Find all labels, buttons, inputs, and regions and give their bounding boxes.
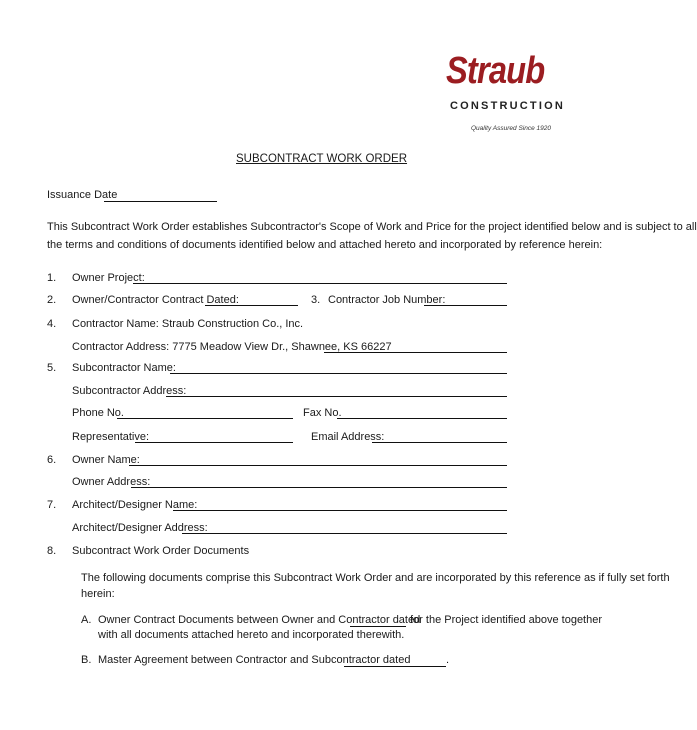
owner-address-label: Owner Address: bbox=[72, 476, 151, 488]
item-number: 1. bbox=[47, 272, 57, 284]
owner-project-field[interactable] bbox=[133, 283, 507, 284]
email-label: Email Address: bbox=[311, 431, 385, 443]
document-a-date-field[interactable] bbox=[350, 626, 406, 627]
phone-field[interactable] bbox=[117, 418, 293, 419]
phone-label: Phone No. bbox=[72, 407, 124, 419]
company-logo: Straub bbox=[446, 50, 545, 92]
intro-paragraph-line-2: the terms and conditions of documents identified below and attached hereto and incorporated by reference herein: bbox=[47, 239, 603, 251]
document-b-text: Master Agreement between Contractor and Subcontractor dated bbox=[98, 654, 411, 666]
representative-field[interactable] bbox=[135, 442, 293, 443]
subcontractor-name-label: Subcontractor Name: bbox=[72, 362, 176, 374]
item-number: 7. bbox=[47, 499, 57, 511]
company-logo-subtitle: CONSTRUCTION bbox=[450, 100, 566, 112]
item-number: 3. bbox=[311, 294, 321, 306]
document-a-text-line-2: with all documents attached hereto and incorporated therewith. bbox=[98, 629, 405, 641]
item-number: 8. bbox=[47, 545, 57, 557]
item-number: 4. bbox=[47, 318, 57, 330]
company-tagline: Quality Assured Since 1920 bbox=[471, 125, 551, 132]
item-number: 5. bbox=[47, 362, 57, 374]
document-a-text-after: for the Project identified above together bbox=[410, 614, 603, 626]
contractor-job-number-field[interactable] bbox=[424, 305, 507, 306]
issuance-date-field[interactable] bbox=[104, 201, 217, 202]
contractor-name: Contractor Name: Straub Construction Co., Inc. bbox=[72, 318, 304, 330]
fax-field[interactable] bbox=[337, 418, 507, 419]
owner-address-field[interactable] bbox=[131, 487, 507, 488]
document-title: SUBCONTRACT WORK ORDER bbox=[236, 153, 408, 165]
contractor-address-field[interactable] bbox=[324, 352, 507, 353]
item-number: 2. bbox=[47, 294, 57, 306]
document-b-letter: B. bbox=[81, 654, 92, 666]
architect-address-label: Architect/Designer Address: bbox=[72, 522, 208, 534]
architect-name-label: Architect/Designer Name: bbox=[72, 499, 198, 511]
intro-paragraph-line-1: This Subcontract Work Order establishes Subcontractor's Scope of Work and Price for the project identified below and is subject to all bbox=[47, 221, 697, 233]
contractor-address: Contractor Address: 7775 Meadow View Dr., Shawnee, KS 66227 bbox=[72, 341, 392, 353]
document-b-period: . bbox=[446, 654, 450, 666]
documents-intro-line-2: herein: bbox=[81, 588, 115, 600]
document-b-date-field[interactable] bbox=[344, 666, 446, 667]
item-number: 6. bbox=[47, 454, 57, 466]
issuance-date-label: Issuance Date bbox=[47, 189, 118, 201]
subcontractor-address-field[interactable] bbox=[166, 396, 507, 397]
subcontractor-name-field[interactable] bbox=[170, 373, 507, 374]
architect-name-field[interactable] bbox=[173, 510, 507, 511]
architect-address-field[interactable] bbox=[182, 533, 507, 534]
documents-intro-line-1: The following documents comprise this Subcontract Work Order and are incorporated by this reference as if fully set forth bbox=[81, 572, 670, 584]
fax-label: Fax No. bbox=[303, 407, 342, 419]
contract-dated-field[interactable] bbox=[205, 305, 298, 306]
documents-heading: Subcontract Work Order Documents bbox=[72, 545, 250, 557]
contract-dated-label: Owner/Contractor Contract Dated: bbox=[72, 294, 239, 306]
contractor-job-number-label: Contractor Job Number: bbox=[328, 294, 446, 306]
document-a-letter: A. bbox=[81, 614, 92, 626]
owner-name-field[interactable] bbox=[129, 465, 507, 466]
email-field[interactable] bbox=[372, 442, 507, 443]
representative-label: Representative: bbox=[72, 431, 150, 443]
owner-project-label: Owner Project: bbox=[72, 272, 145, 284]
owner-name-label: Owner Name: bbox=[72, 454, 140, 466]
document-a-text: Owner Contract Documents between Owner and Contractor dated bbox=[98, 614, 421, 626]
subcontractor-address-label: Subcontractor Address: bbox=[72, 385, 187, 397]
